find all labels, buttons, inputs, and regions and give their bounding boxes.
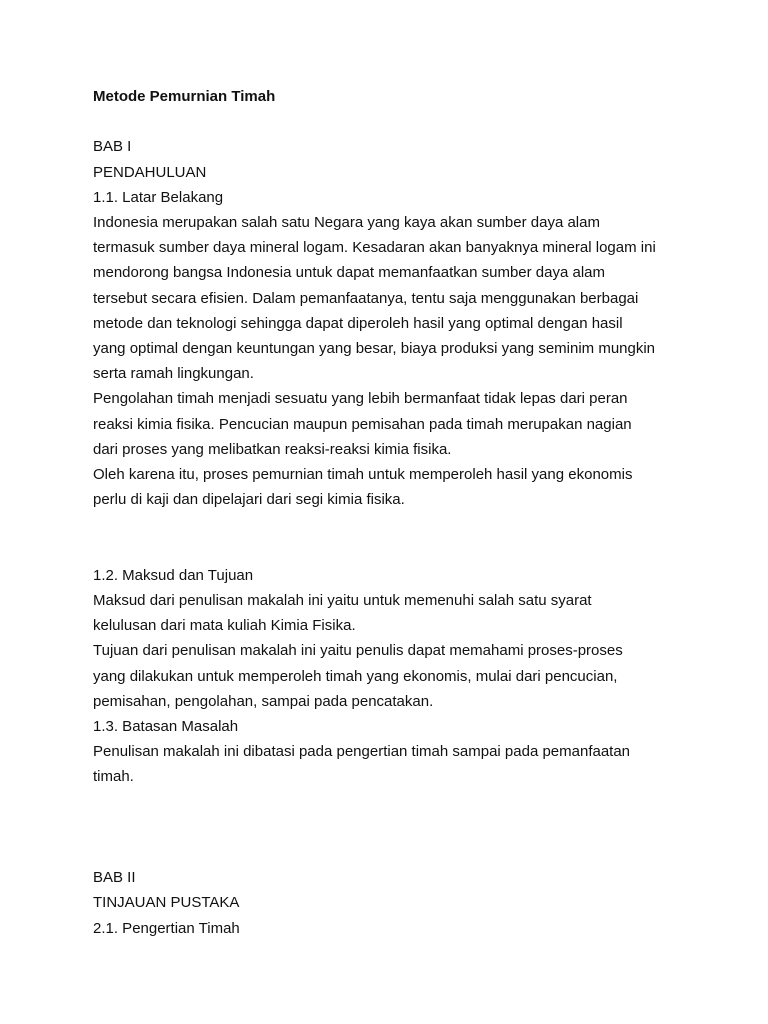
paragraph-line: timah. xyxy=(93,768,134,786)
document-page xyxy=(93,84,733,941)
document-title: Metode Pemurnian Timah xyxy=(93,88,276,105)
section-heading: 1.2. Maksud dan Tujuan xyxy=(93,566,254,584)
spacer xyxy=(93,840,733,865)
paragraph-line: serta ramah lingkungan. xyxy=(93,365,254,383)
section-heading: 1.1. Latar Belakang xyxy=(93,188,224,206)
chapter-heading: PENDAHULUAN xyxy=(93,163,207,181)
paragraph-line: Tujuan dari penulisan makalah ini yaitu penulis dapat memahami proses-proses xyxy=(93,642,623,660)
section-heading: 2.1. Pengertian Timah xyxy=(93,919,240,937)
spacer xyxy=(93,109,733,134)
chapter-heading: TINJAUAN PUSTAKA xyxy=(93,894,240,912)
paragraph-line: Maksud dari penulisan makalah ini yaitu untuk memenuhi salah satu syarat xyxy=(93,592,592,610)
paragraph-line: yang dilakukan untuk memperoleh timah yang ekonomis, mulai dari pencucian, xyxy=(93,667,618,685)
spacer xyxy=(93,512,733,562)
spacer xyxy=(93,790,733,840)
paragraph-line: perlu di kaji dan dipelajari dari segi kimia fisika. xyxy=(93,491,405,509)
paragraph-line: pemisahan, pengolahan, sampai pada pencatakan. xyxy=(93,692,434,710)
paragraph-line: tersebut secara efisien. Dalam pemanfaatanya, tentu saja menggunakan berbagai xyxy=(93,289,639,307)
chapter-label: BAB I xyxy=(93,138,132,156)
paragraph-line: Oleh karena itu, proses pemurnian timah untuk memperoleh hasil yang ekonomis xyxy=(93,466,633,484)
paragraph-line: dari proses yang melibatkan reaksi-reaksi kimia fisika. xyxy=(93,440,452,458)
section-heading: 1.3. Batasan Masalah xyxy=(93,718,239,736)
paragraph-line: kelulusan dari mata kuliah Kimia Fisika. xyxy=(93,617,356,635)
chapter-label: BAB II xyxy=(93,869,136,887)
paragraph-line: metode dan teknologi sehingga dapat diperoleh hasil yang optimal dengan hasil xyxy=(93,314,623,332)
paragraph-line: mendorong bangsa Indonesia untuk dapat memanfaatkan sumber daya alam xyxy=(93,264,605,282)
paragraph-line: termasuk sumber daya mineral logam. Kesadaran akan banyaknya mineral logam ini xyxy=(93,239,656,257)
paragraph-line: Indonesia merupakan salah satu Negara yang kaya akan sumber daya alam xyxy=(93,214,600,231)
paragraph-line: Pengolahan timah menjadi sesuatu yang lebih bermanfaat tidak lepas dari peran xyxy=(93,390,628,408)
paragraph-line: yang optimal dengan keuntungan yang besar, biaya produksi yang seminim mungkin xyxy=(93,340,656,358)
paragraph-line: Penulisan makalah ini dibatasi pada pengertian timah sampai pada pemanfaatan xyxy=(93,743,631,761)
paragraph-line: reaksi kimia fisika. Pencucian maupun pemisahan pada timah merupakan nagian xyxy=(93,415,632,433)
